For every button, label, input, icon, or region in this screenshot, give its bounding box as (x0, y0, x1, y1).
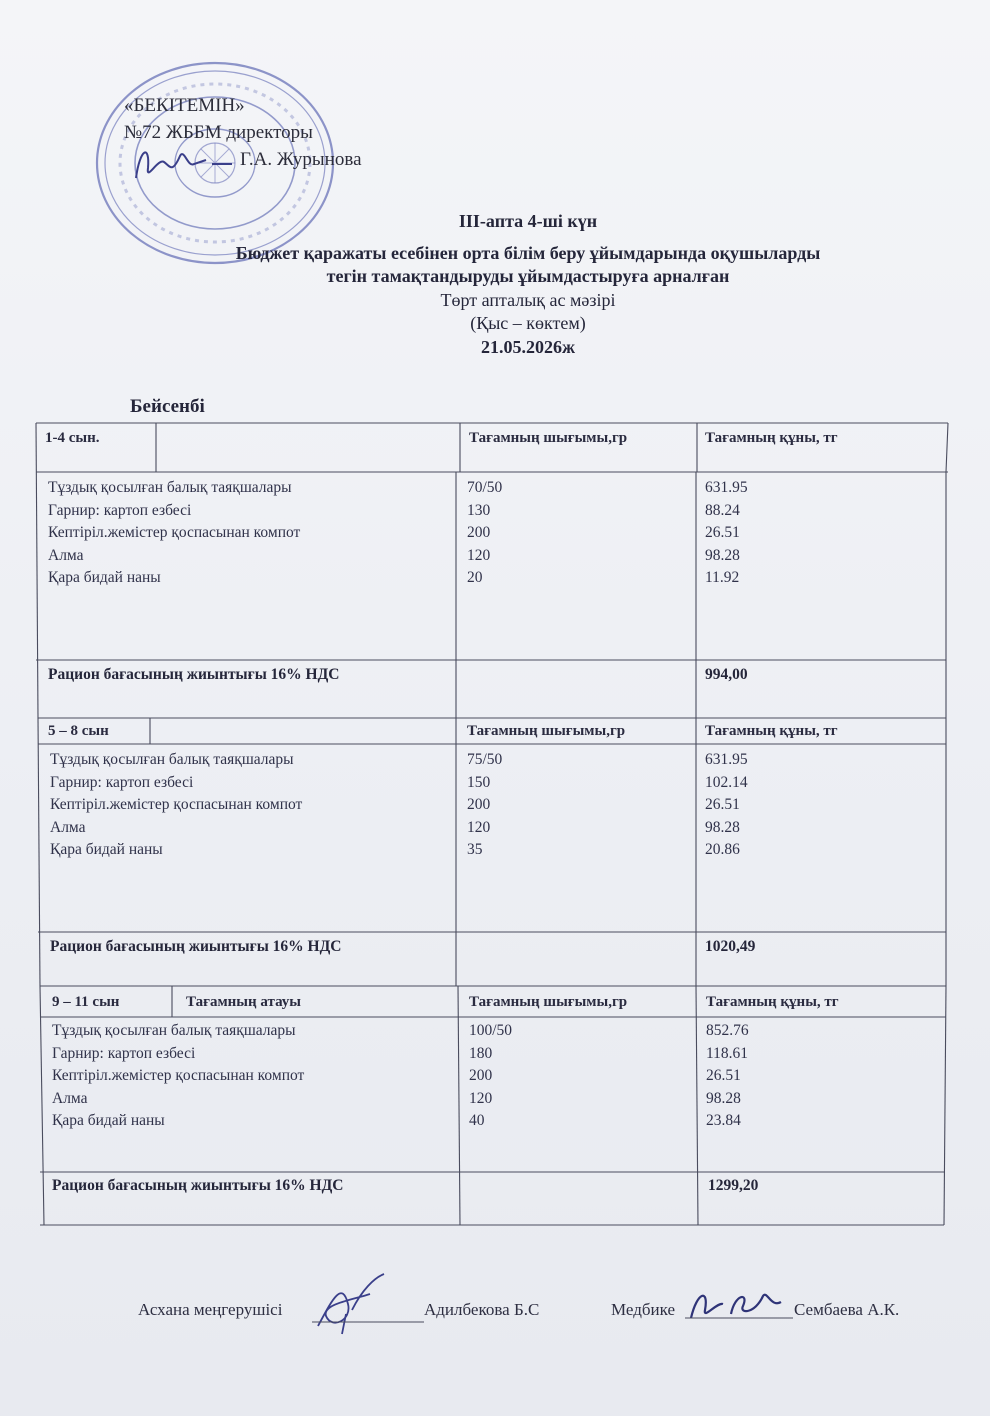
dish-yield: 120 (467, 818, 491, 836)
section-2-price-header: Тағамның құны, тг (705, 723, 838, 739)
dish-price: 11.92 (705, 569, 740, 587)
title-line-2: тегін тамақтандыруды ұйымдастыруға арналған (326, 266, 730, 286)
section-1-group-label: 1-4 сын. (45, 430, 100, 446)
approval-title: «БЕКІТЕМІН» (124, 95, 245, 116)
dish-name: Гарнир: картоп езбесі (52, 1044, 196, 1062)
dish-yield: 40 (469, 1112, 485, 1130)
section-2-dishes (50, 749, 302, 862)
dish-price: 852.76 (706, 1022, 749, 1039)
section-3-total-label: Рацион бағасының жиынтығы 16% НДС (52, 1177, 344, 1194)
dish-name: Қара бидай наны (48, 569, 161, 587)
nurse-name: Сембаева А.К. (794, 1300, 900, 1319)
kitchen-head-title: Асхана меңгерушісі (138, 1300, 283, 1319)
section-2-total-label: Рацион бағасының жиынтығы 16% НДС (50, 938, 342, 955)
dish-yield: 130 (467, 501, 491, 519)
section-2-yields (467, 749, 502, 862)
section-1-dishes (48, 477, 300, 590)
dish-price: 118.61 (706, 1044, 749, 1062)
kitchen-head-signature (312, 1270, 424, 1338)
section-3-price-header: Тағамның құны, тг (706, 994, 839, 1010)
dish-price: 98.28 (705, 818, 740, 836)
dish-price: 98.28 (706, 1089, 741, 1107)
dish-yield: 20 (467, 569, 483, 587)
section-1-total-label: Рацион бағасының жиынтығы 16% НДС (48, 666, 340, 683)
dish-price: 98.28 (705, 546, 740, 564)
section-1-price-header: Тағамның құны, тг (705, 430, 838, 446)
dish-name: Алма (48, 546, 84, 564)
dish-price: 631.95 (705, 751, 748, 768)
approval-position: №72 ЖББМ директоры (124, 122, 313, 143)
section-3-prices (706, 1020, 749, 1133)
section-1-yields (467, 477, 502, 590)
dish-price: 23.84 (706, 1112, 741, 1130)
dish-name: Кептіріл.жемістер қоспасынан компот (48, 524, 301, 542)
title-line-3: Төрт апталық ас мәзірі (440, 289, 616, 310)
section-1-yield-header: Тағамның шығымы,гр (469, 430, 628, 446)
dish-yield: 200 (469, 1067, 493, 1085)
section-2-prices (705, 749, 748, 862)
dish-yield: 200 (467, 524, 491, 542)
nurse-signature (683, 1284, 795, 1328)
section-3-yield-header: Тағамның шығымы,гр (469, 994, 628, 1010)
dish-price: 102.14 (705, 773, 748, 791)
section-3-name-header: Тағамның атауы (186, 994, 302, 1010)
dish-name: Гарнир: картоп езбесі (50, 773, 194, 791)
dish-name: Қара бидай наны (50, 841, 163, 859)
section-2-yield-header: Тағамның шығымы,гр (467, 723, 626, 739)
nurse-title: Медбике (611, 1300, 675, 1319)
dish-price: 26.51 (705, 796, 740, 814)
menu-date: 21.05.2026ж (480, 336, 576, 357)
dish-yield: 150 (467, 773, 491, 791)
season: (Қыс – көктем) (470, 313, 586, 333)
dish-price: 26.51 (705, 524, 740, 542)
dish-yield: 100/50 (469, 1022, 513, 1039)
dish-yield: 35 (467, 841, 483, 859)
section-3-group-label: 9 – 11 сын (52, 994, 120, 1010)
dish-name: Қара бидай наны (52, 1112, 165, 1130)
dish-price: 20.86 (705, 841, 740, 859)
dish-yield: 70/50 (467, 479, 503, 496)
dish-price: 88.24 (705, 501, 740, 519)
dish-name: Алма (52, 1089, 88, 1107)
section-3-yields (469, 1020, 512, 1133)
dish-yield: 120 (467, 546, 491, 564)
section-3-dishes (52, 1020, 304, 1133)
section-1-total-value: 994,00 (705, 666, 748, 683)
dish-name: Гарнир: картоп езбесі (48, 501, 192, 519)
dish-yield: 75/50 (467, 751, 503, 768)
dish-yield: 180 (469, 1044, 493, 1062)
weekday: Бейсенбі (130, 396, 205, 417)
section-2-total-value: 1020,49 (705, 938, 756, 955)
dish-price: 631.95 (705, 479, 748, 496)
dish-name: Кептіріл.жемістер қоспасынан компот (52, 1067, 305, 1085)
week-day: ІІІ-апта 4-ші күн (458, 211, 598, 231)
dish-name: Тұздық қосылған балық таяқшалары (50, 751, 294, 768)
dish-price: 26.51 (706, 1067, 741, 1085)
dish-name: Алма (50, 818, 86, 836)
section-1-prices (705, 477, 748, 590)
approval-director: Г.А. Журынова (240, 149, 362, 170)
section-3-total-value: 1299,20 (708, 1177, 759, 1194)
section-2-group-label: 5 – 8 сын (48, 723, 109, 739)
dish-name: Кептіріл.жемістер қоспасынан компот (50, 796, 303, 814)
dish-yield: 200 (467, 796, 491, 814)
dish-yield: 120 (469, 1089, 493, 1107)
dish-name: Тұздық қосылған балық таяқшалары (48, 479, 292, 496)
dish-name: Тұздық қосылған балық таяқшалары (52, 1022, 296, 1039)
title-line-1: Бюджет қаражаты есебінен орта білім беру ұйымдарында оқушыларды (235, 242, 821, 263)
kitchen-head-name: Адилбекова Б.С (424, 1300, 540, 1319)
